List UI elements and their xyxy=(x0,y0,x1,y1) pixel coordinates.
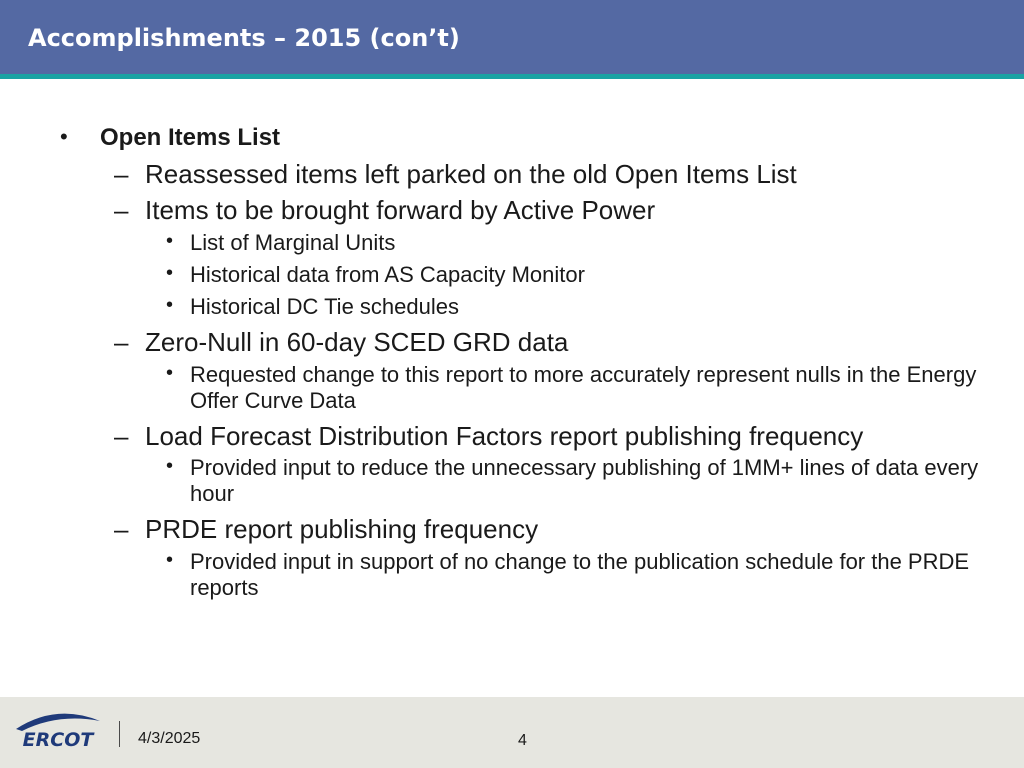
list-item-text: PRDE report publishing frequency xyxy=(145,514,539,544)
bullet-marker: • xyxy=(166,549,174,571)
dash-marker: – xyxy=(114,421,129,451)
page-number: 4 xyxy=(518,732,527,749)
sub-list-item-text: Provided input to reduce the unnecessary publishing of 1MM+ lines of data every hour xyxy=(190,455,979,506)
list-item-text: Reassessed items left parked on the old Open Items List xyxy=(145,159,797,189)
list-item-text: Zero-Null in 60-day SCED GRD data xyxy=(145,327,569,357)
title-bar-rule xyxy=(0,74,1024,79)
dash-marker: – xyxy=(114,195,129,225)
list-item-text: Items to be brought forward by Active Power xyxy=(145,195,656,225)
bullet-marker: • xyxy=(60,124,68,149)
sub-list-item-text: Historical data from AS Capacity Monitor xyxy=(190,262,585,287)
sub-list-item-text: List of Marginal Units xyxy=(190,230,396,255)
sub-list-item-text: Requested change to this report to more accurately represent nulls in the Energy Offer Curve Data xyxy=(190,362,977,413)
sub-list-item-text: Historical DC Tie schedules xyxy=(190,294,459,319)
dash-marker: – xyxy=(114,514,129,544)
footer-divider xyxy=(119,721,120,747)
bullet-marker: • xyxy=(166,455,174,477)
bullet-marker: • xyxy=(166,230,174,252)
bullet-marker: • xyxy=(166,262,174,284)
logo-text: ERCOT xyxy=(22,729,94,751)
bullet-heading: Open Items List xyxy=(100,124,281,151)
ercot-logo xyxy=(12,707,104,751)
dash-marker: – xyxy=(114,159,129,189)
list-item-text: Load Forecast Distribution Factors report publishing frequency xyxy=(145,421,864,451)
sub-list-item-text: Provided input in support of no change to the publication schedule for the PRDE reports xyxy=(190,549,970,600)
dash-marker: – xyxy=(114,327,129,357)
bullet-marker: • xyxy=(166,362,174,384)
bullet-marker: • xyxy=(166,294,174,316)
footer-date: 4/3/2025 xyxy=(138,730,201,747)
slide-title: Accomplishments – 2015 (con’t) xyxy=(28,24,460,52)
